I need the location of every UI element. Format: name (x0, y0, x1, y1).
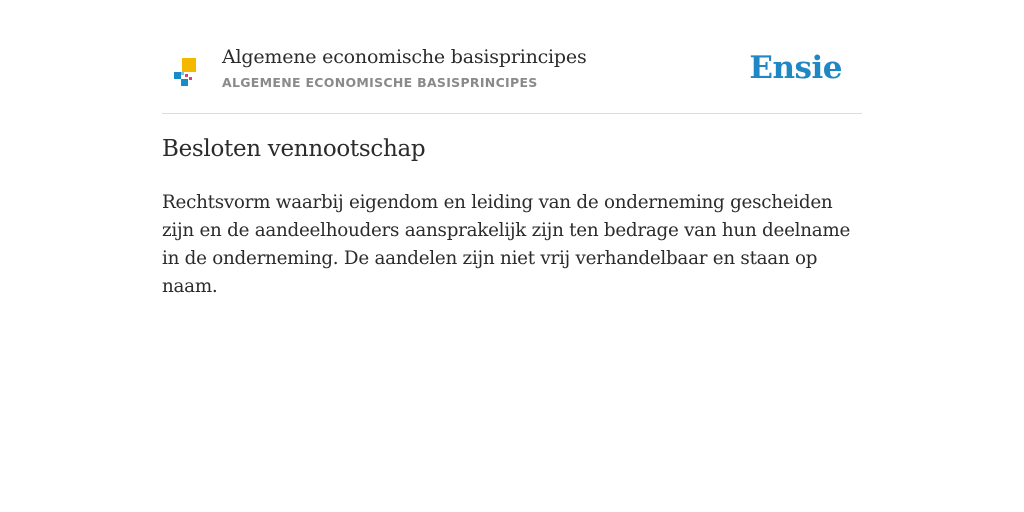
logo-yellow-square (182, 58, 196, 72)
site-subtitle: ALGEMENE ECONOMISCHE BASISPRINCIPES (222, 75, 538, 90)
brand-logo[interactable]: Ensie (749, 50, 842, 86)
logo-pink-square (189, 77, 192, 80)
site-title[interactable]: Algemene economische basisprincipes (222, 46, 587, 68)
ensie-logo-icon[interactable] (174, 57, 198, 87)
logo-blue-square (174, 72, 181, 79)
header (162, 40, 862, 114)
logo-light-blue-square (181, 72, 184, 75)
term-title: Besloten vennootschap (162, 136, 426, 162)
logo-pink-square (185, 74, 188, 77)
logo-blue-square (181, 79, 188, 86)
term-definition: Rechtsvorm waarbij eigendom en leiding van de onderneming gescheiden zijn en de aandeelhouders aansprakelijk zijn ten bedrage van hun deelname in de onderneming. De aandelen zijn niet vrij verhandelbaar en staan op naam. (162, 192, 851, 297)
